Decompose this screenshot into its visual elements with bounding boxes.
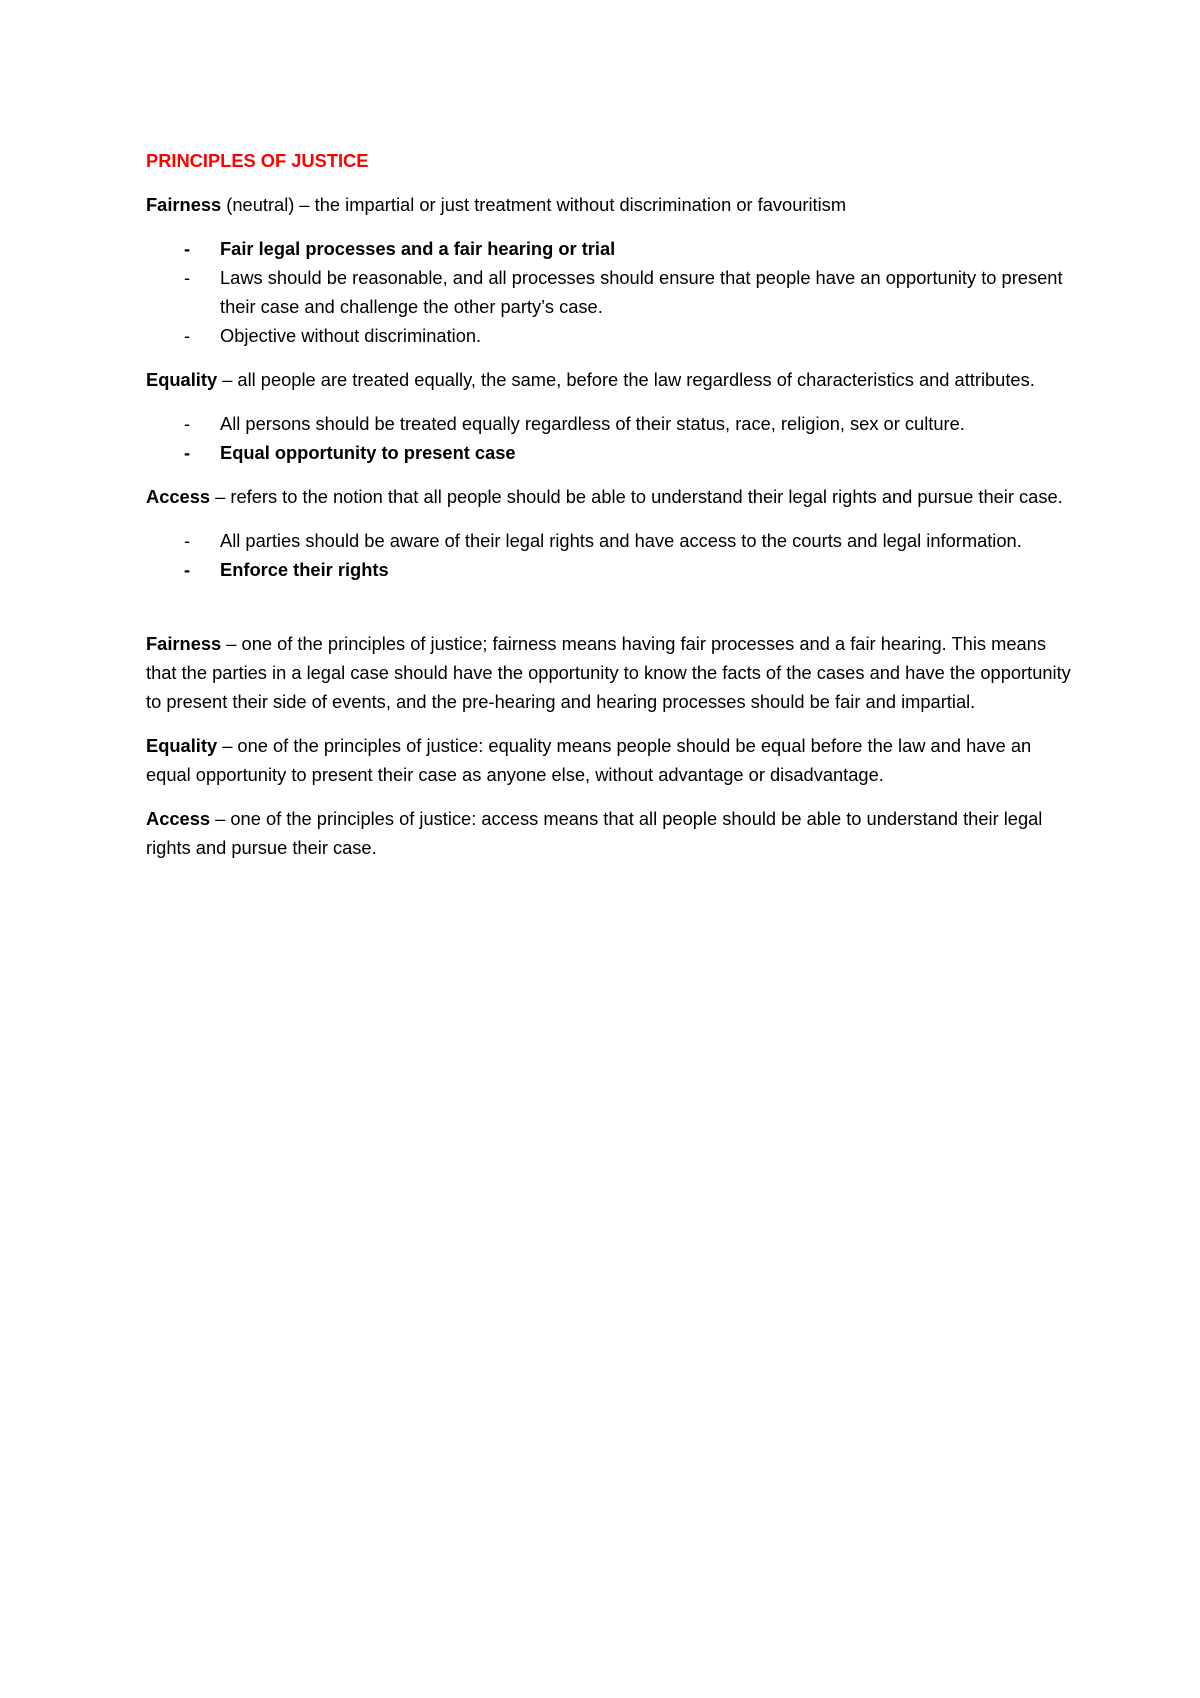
fairness-paragraph-text: – one of the principles of justice; fairness means having fair processes and a fair hearing. This means that the parties in a legal case should have the opportunity to know the facts of the cases and have the opportunity to present their side of events, and the pre-hearing and hearing processes should be fair and impartial. [146,633,1071,712]
list-item-text: Equal opportunity to present case [220,442,516,463]
equality-term: Equality [146,735,218,756]
list-item [146,321,1076,350]
fairness-paragraph [146,629,1076,716]
dash-marker: - [184,530,191,551]
list-item-text: All persons should be treated equally regardless of their status, race, religion, sex or culture. [220,413,965,434]
dash-marker: - [184,413,191,434]
fairness-bullets [146,234,1076,350]
list-item [146,409,1076,438]
fairness-definition [146,190,1076,219]
equality-text: – all people are treated equally, the same, before the law regardless of characteristics and attributes. [217,369,1035,390]
access-term: Access [146,486,211,507]
access-text: – refers to the notion that all people should be able to understand their legal rights and pursue their case. [210,486,1063,507]
section-spacer [146,599,1076,629]
fairness-term: Fairness [146,633,222,654]
dash-marker: - [184,267,191,288]
equality-definition [146,365,1076,394]
list-item-text: Fair legal processes and a fair hearing or trial [220,238,616,259]
equality-paragraph [146,731,1076,789]
dash-marker: - [184,559,191,580]
fairness-text: (neutral) – the impartial or just treatment without discrimination or favouritism [221,194,847,215]
list-item-text: Laws should be reasonable, and all processes should ensure that people have an opportunity to present their case and challenge the other party’s case. [220,267,1063,317]
access-term: Access [146,808,211,829]
dash-marker: - [184,238,191,259]
document-body [146,146,1076,877]
equality-paragraph-text: – one of the principles of justice: equality means people should be equal before the law and have an equal opportunity to present their case as anyone else, without advantage or disadvantage. [146,735,1032,785]
dash-marker: - [184,325,191,346]
fairness-term: Fairness [146,194,222,215]
access-bullets [146,526,1076,584]
list-item [146,526,1076,555]
list-item [146,555,1076,584]
access-paragraph-text: – one of the principles of justice: access means that all people should be able to understand their legal rights and pursue their case. [146,808,1043,858]
page-title: PRINCIPLES OF JUSTICE [146,150,369,171]
equality-term: Equality [146,369,218,390]
dash-marker: - [184,442,191,463]
list-item [146,438,1076,467]
list-item-text: Enforce their rights [220,559,389,580]
list-item-text: All parties should be aware of their legal rights and have access to the courts and legal information. [220,530,1022,551]
list-item [146,263,1076,321]
equality-bullets [146,409,1076,467]
access-definition [146,482,1076,511]
list-item [146,234,1076,263]
list-item-text: Objective without discrimination. [220,325,482,346]
access-paragraph [146,804,1076,862]
